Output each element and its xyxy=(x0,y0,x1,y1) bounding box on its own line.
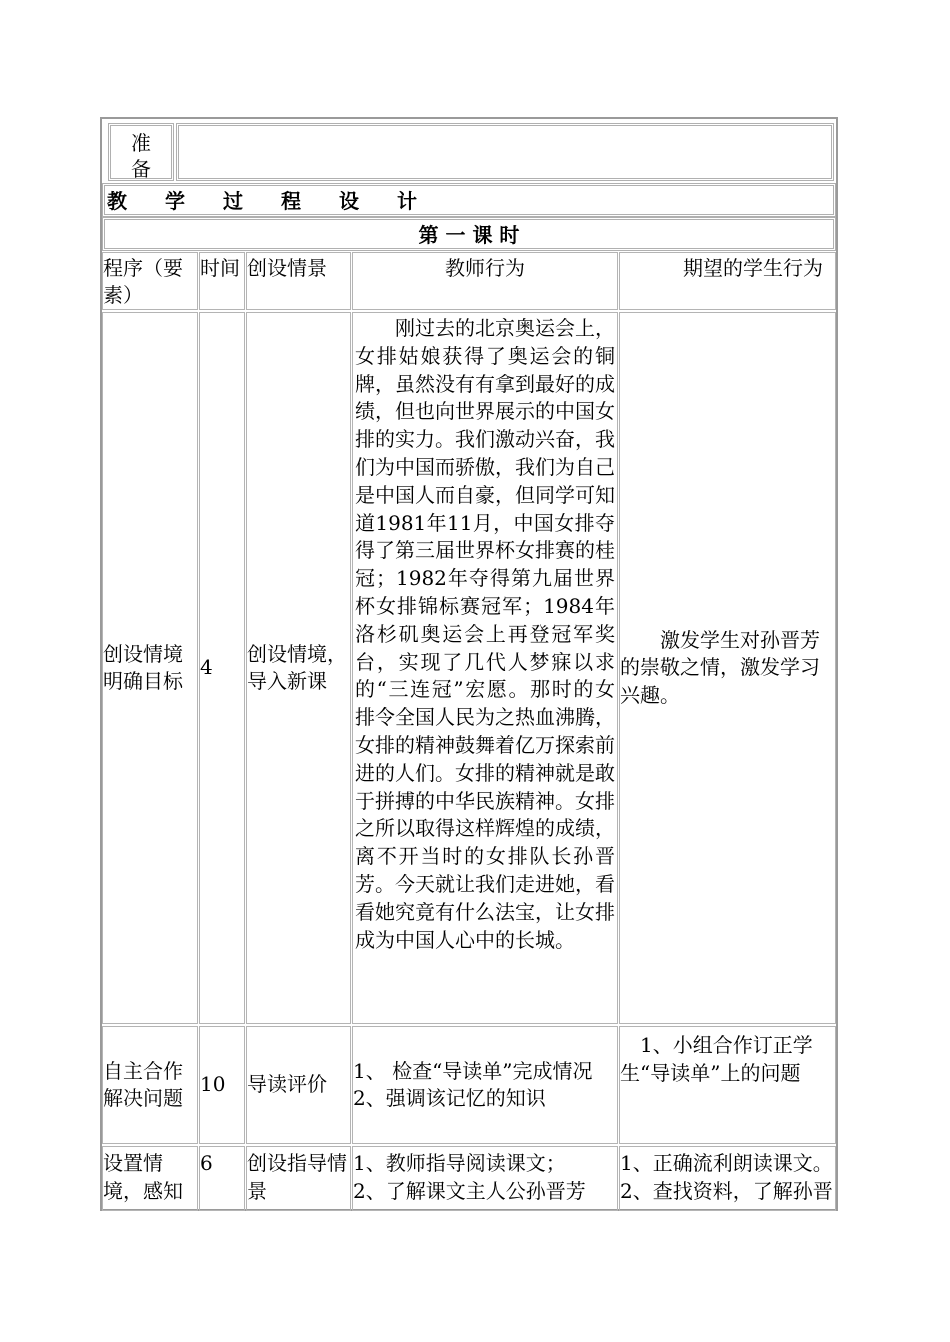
section-title-char: 程 xyxy=(281,189,302,213)
row3-time: 6 xyxy=(200,1151,213,1175)
row2-procedure: 自主合作解决问题 xyxy=(103,1058,183,1110)
row2-teacher-item: 1、 检查“导读单”完成情况 xyxy=(353,1058,593,1083)
section-title-char: 过 xyxy=(223,189,244,213)
lesson-plan-table xyxy=(100,117,838,1211)
row2-student-cell xyxy=(619,1026,836,1144)
header-student: 期望的学生行为 xyxy=(619,252,836,310)
header-teacher: 教师行为 xyxy=(352,252,618,310)
row1-scenario: 创设情境，导入新课 xyxy=(247,641,347,693)
section-title-char: 教 xyxy=(107,189,128,213)
row1-teacher: 刚过去的北京奥运会上，女排姑娘获得了奥运会的铜牌，虽然没有有拿到最好的成绩，但也向世界展示的中国女排的实力。我们激动兴奋，我们为中国而骄傲，我们为自己是中国人而自豪，但同学可知道1981年11月，中国女排夺得了第三届世界杯女排赛的桂冠；1982年夺得第九届世界杯女排锦标赛冠军；1984年洛杉矶奥运会上再登冠军奖台，实现了几代人梦寐以求的“三连冠”宏愿。那时的女排令全国人民为之热血沸腾，女排的精神鼓舞着亿万探索前进的人们。女排的精神就是敢于拼搏的中华民族精神。女排之所以取得这样辉煌的成绩，离不开当时的女排队长孙晋芳。今天就让我们走进她，看看她究竟有什么法宝，让女排成为中国人心中的长城。 xyxy=(352,312,618,1024)
row3-procedure-cell xyxy=(102,1146,198,1211)
prep-label-cell xyxy=(108,123,174,181)
lesson-title: 第 一 课 时 xyxy=(102,217,836,251)
prep-label: 准备 xyxy=(131,131,151,181)
row2-scenario-cell xyxy=(246,1026,351,1144)
row2-teacher-item: 2、强调该记忆的知识 xyxy=(353,1086,546,1110)
row3-student-item: 2、查找资料，了解孙晋 xyxy=(620,1178,833,1203)
row3-teacher-item: 1、教师指导阅读课文； xyxy=(353,1151,566,1175)
row1-student-cell xyxy=(619,312,836,1024)
row2-procedure-cell xyxy=(102,1026,198,1144)
row1-procedure: 创设情境明确目标 xyxy=(103,641,183,693)
header-time: 时间 xyxy=(199,252,245,310)
row3-procedure: 设置情境，感知 xyxy=(103,1151,183,1203)
row2-time: 10 xyxy=(200,1072,226,1097)
row2-teacher-cell xyxy=(352,1026,618,1144)
row3-scenario: 创设指导情景 xyxy=(247,1151,347,1203)
row1-procedure-cell xyxy=(102,312,198,1024)
header-procedure: 程序（要素） xyxy=(102,252,198,310)
row1-time: 4 xyxy=(200,655,213,680)
row3-student-item: 1、正确流利朗读课文。 xyxy=(620,1151,833,1175)
row3-student-cell xyxy=(619,1146,836,1211)
row3-time-cell xyxy=(199,1146,245,1211)
row3-teacher-cell xyxy=(352,1146,618,1211)
row2-scenario: 导读评价 xyxy=(247,1072,327,1097)
header-scenario: 创设情景 xyxy=(246,252,351,310)
row2-student: 1、小组合作订正学生“导读单”上的问题 xyxy=(620,1033,813,1085)
section-title-char: 计 xyxy=(397,189,418,213)
section-title-char: 学 xyxy=(165,189,186,213)
row3-teacher-item: 2、了解课文主人公孙晋芳 xyxy=(353,1178,586,1203)
row1-student: 激发学生对孙晋芳的崇敬之情，激发学习兴趣。 xyxy=(620,627,820,707)
prep-content-cell xyxy=(176,123,834,181)
section-title xyxy=(102,183,836,217)
row3-scenario-cell xyxy=(246,1146,351,1211)
section-title-char: 设 xyxy=(339,189,360,213)
row1-time-cell xyxy=(199,312,245,1024)
row2-time-cell xyxy=(199,1026,245,1144)
row1-scenario-cell xyxy=(246,312,351,1024)
